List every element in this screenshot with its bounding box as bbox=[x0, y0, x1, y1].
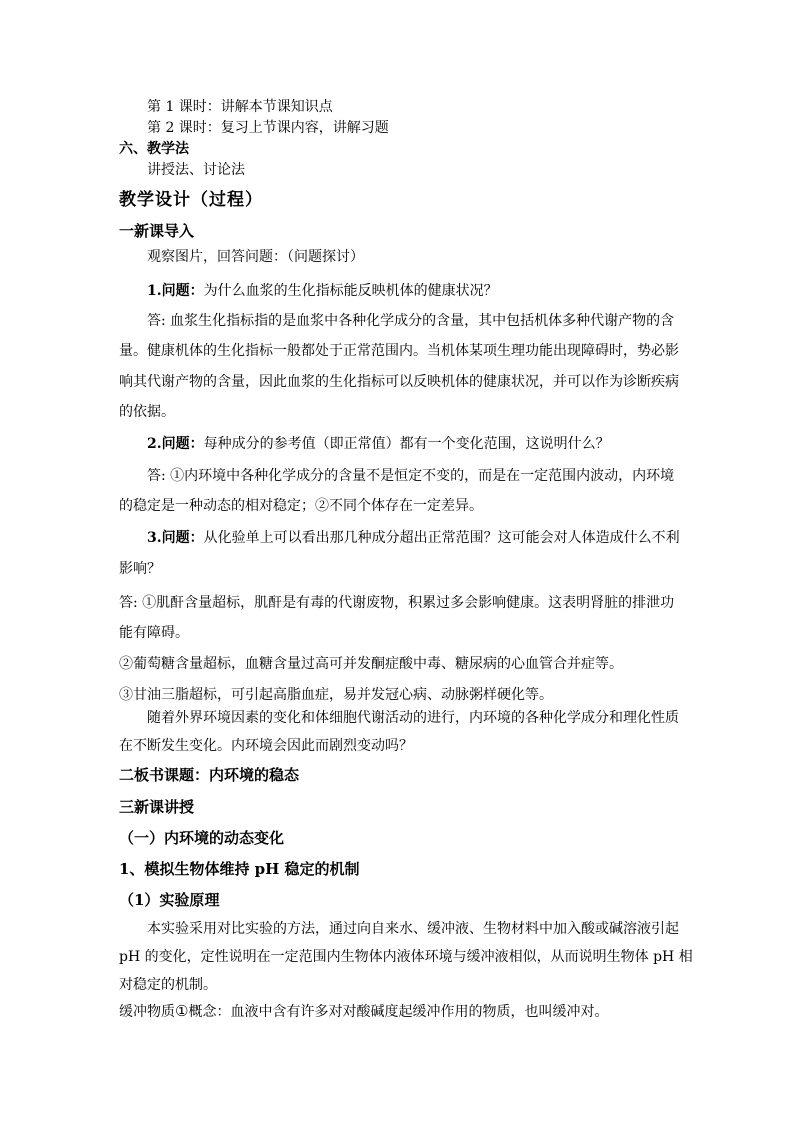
question-2-label: 2.问题： bbox=[147, 436, 204, 452]
lesson-1-schedule: 第 1 课时：讲解本节课知识点 bbox=[147, 99, 333, 115]
section-1-heading: （一）内环境的动态变化 bbox=[119, 829, 285, 847]
question-3-label: 3.问题： bbox=[147, 530, 204, 546]
answer-3-line-4: ③甘油三脂超标，可引起高脂血症，易并发冠心病、动脉粥样硬化等。 bbox=[119, 687, 553, 703]
buffer-text: 概念：血液中含有许多对对酸碱度起缓冲作用的物质，也叫缓冲对。 bbox=[188, 1004, 609, 1020]
answer-1-line-2: 量。健康机体的生化指标一般都处于正常范围内。当机体某项生理功能出现障碍时，势必影 bbox=[119, 343, 679, 359]
question-3-text: 从化验单上可以看出那几种成分超出正常范围？这可能会对人体造成什么不利 bbox=[203, 530, 680, 546]
teaching-method-text: 讲授法、讨论法 bbox=[147, 162, 245, 178]
buffer-prefix: 缓冲物质 bbox=[119, 1004, 175, 1020]
question-1-label: 1.问题： bbox=[147, 283, 204, 299]
new-lesson-heading: 三新课讲授 bbox=[119, 798, 195, 816]
question-2-text: 每种成分的参考值（即正常值）都有一个变化范围，这说明什么？ bbox=[203, 436, 610, 452]
answer-3-line-2: 能有障碍。 bbox=[119, 625, 189, 641]
teaching-method-heading: 六、教学法 bbox=[119, 141, 189, 157]
question-2 bbox=[147, 435, 707, 453]
subsection-1-heading: 1、模拟生物体维持 pH 稳定的机制 bbox=[119, 860, 360, 878]
answer-2-line-2: 的稳定是一种动态的相对稳定；②不同个体存在一定差异。 bbox=[119, 498, 483, 514]
answer-3-line-1: 答: ①肌酐含量超标，肌酐是有毒的代谢废物，积累过多会影响健康。这表明肾脏的排泄功 bbox=[119, 595, 675, 611]
topic-heading: 二板书课题：内环境的稳态 bbox=[119, 766, 300, 784]
lesson-2-schedule: 第 2 课时：复习上节课内容，讲解习题 bbox=[147, 120, 389, 136]
question-1 bbox=[147, 282, 707, 300]
intro-text: 观察图片，回答问题：（问题探讨） bbox=[147, 249, 364, 265]
question-1-text: 为什么血浆的生化指标能反映机体的健康状况？ bbox=[203, 283, 498, 299]
summary-line-2: 在不断发生变化。内环境会因此而剧烈变动吗？ bbox=[119, 738, 413, 754]
principle-line-2: pH 的变化，定性说明在一定范围内生物体内液体环境与缓冲液相似，从而说明生物体 pH 相 bbox=[119, 949, 693, 965]
answer-1-line-4: 的依据。 bbox=[119, 404, 175, 420]
buffer-definition bbox=[119, 1002, 679, 1021]
buffer-circled-number: ① bbox=[175, 1002, 189, 1020]
answer-2-line-1: 答: ①内环境中各种化学成分的含量不是恒定不变的，而是在一定范围内波动，内环境 bbox=[147, 468, 675, 484]
question-3 bbox=[147, 529, 707, 547]
principle-heading: （1）实验原理 bbox=[119, 891, 220, 909]
intro-heading: 一新课导入 bbox=[119, 222, 195, 240]
question-3-line-2: 影响？ bbox=[119, 561, 161, 577]
answer-3-line-3: ②葡萄糖含量超标，血糖含量过高可并发酮症酸中毒、糖尿病的心血管合并症等。 bbox=[119, 656, 623, 672]
answer-1-line-1: 答: 血浆生化指标指的是血浆中各种化学成分的含量，其中包括机体多种代谢产物的含 bbox=[147, 313, 675, 329]
design-heading: 教学设计（过程） bbox=[119, 190, 263, 210]
answer-1-line-3: 响其代谢产物的含量，因此血浆的生化指标可以反映机体的健康状况，并可以作为诊断疾病 bbox=[119, 374, 679, 390]
principle-line-3: 对稳定的机制。 bbox=[119, 977, 217, 993]
summary-line-1: 随着外界环境因素的变化和体细胞代谢活动的进行，内环境的各种化学成分和理化性质 bbox=[147, 710, 679, 726]
principle-line-1: 本实验采用对比实验的方法，通过向自来水、缓冲液、生物材料中加入酸或碱溶液引起 bbox=[147, 921, 679, 937]
